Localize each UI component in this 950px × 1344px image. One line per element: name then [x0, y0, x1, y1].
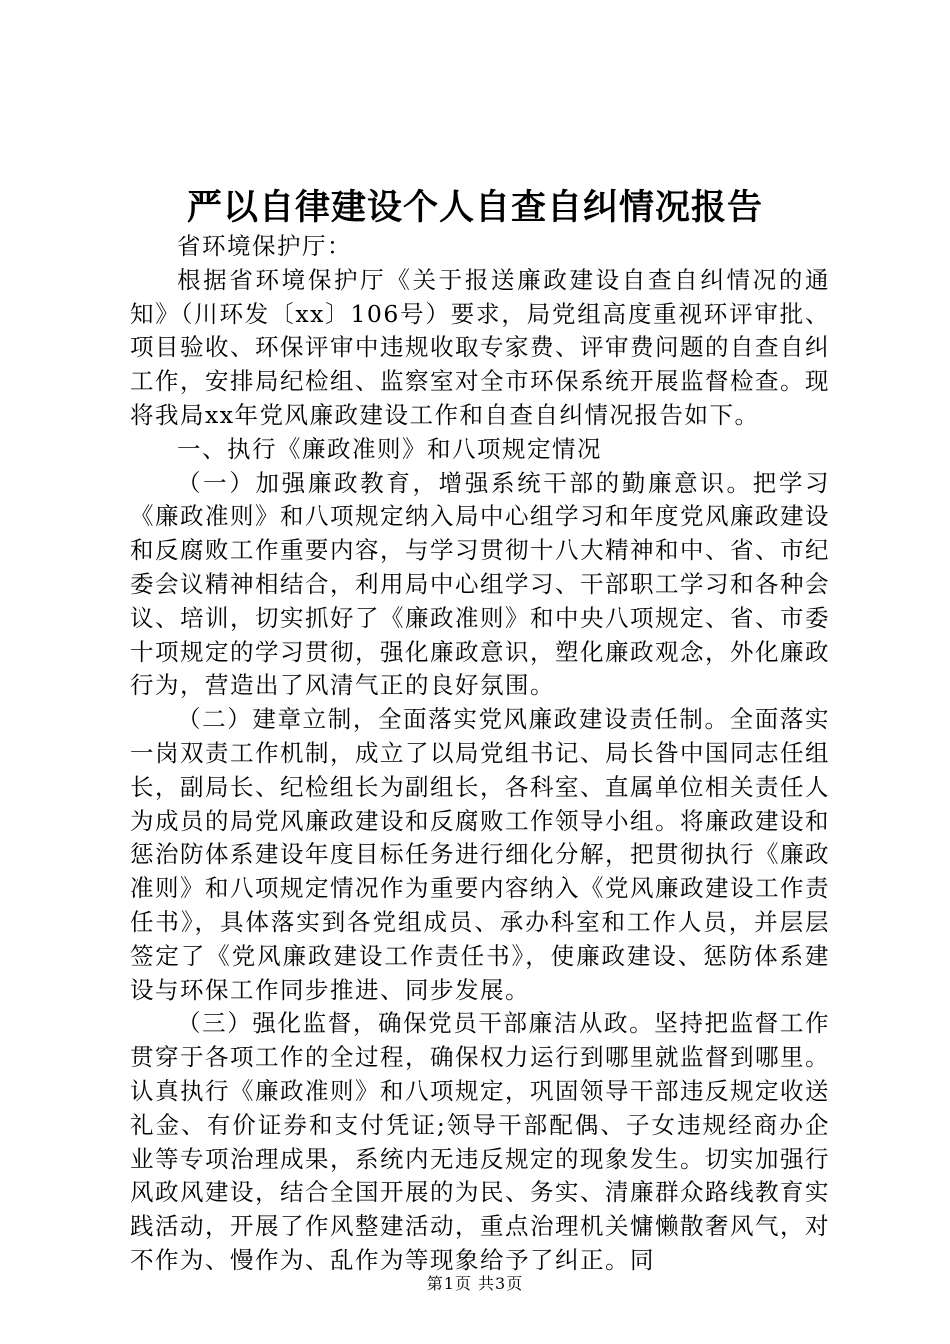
salutation: 省环境保护厅：: [177, 232, 352, 260]
page-footer: 第1页 共3页: [426, 1274, 524, 1293]
document-title: 严以自律建设个人自查自纠情况报告: [186, 187, 763, 228]
paragraph-3: （三）强化监督，确保党员干部廉洁从政。坚持把监督工作贯穿于各项工作的全过程，确保权力运行到哪里就监督到哪里。认真执行《廉政准则》和八项规定，巩固领导干部违反规定收送礼金、有价证券和支付凭证;领导干部配偶、子女违规经商办企业等专项治理成果，系统内无违反规定的现象发生。切实加强行风政风建设，结合全国开展的为民、务实、清廉群众路线教育实践活动，开展了作风整建活动，重点治理机关慵懒散奢风气，对不作为、慢作为、乱作为等现象给予了纠正。同: [130, 1009, 830, 1274]
paragraph-2: （二）建章立制，全面落实党风廉政建设责任制。全面落实一岗双责工作机制，成立了以局党组书记、局长昝中国同志任组长，副局长、纪检组长为副组长，各科室、直属单位相关责任人为成员的局党风廉政建设和反腐败工作领导小组。将廉政建设和惩治防体系建设年度目标任务进行细化分解，把贯彻执行《廉政准则》和八项规定情况作为重要内容纳入《党风廉政建设工作责任书》，具体落实到各党组成员、承办科室和工作人员，并层层签定了《党风廉政建设工作责任书》，使廉政建设、惩防体系建设与环保工作同步推进、同步发展。: [130, 705, 830, 1004]
document-body: [130, 230, 830, 1278]
section-heading-1: 一、执行《廉政准则》和八项规定情况: [177, 434, 602, 463]
paragraph-1: （一）加强廉政教育，增强系统干部的勤廉意识。把学习《廉政准则》和八项规定纳入局中心组学习和年度党风廉政建设和反腐败工作重要内容，与学习贯彻十八大精神和中、省、市纪委会议精神相结合，利用局中心组学习、干部职工学习和各种会议、培训，切实抓好了《廉政准则》和中央八项规定、省、市委十项规定的学习贯彻，强化廉政意识，塑化廉政观念，外化廉政行为，营造出了风清气正的良好氛围。: [130, 468, 830, 700]
paragraph-intro: 根据省环境保护厅《关于报送廉政建设自查自纠情况的通知》（川环发〔xx〕106号）要求，局党组高度重视环评审批、项目验收、环保评审中违规收取专家费、评审费问题的自查自纠工作，安排局纪检组、监察室对全市环保系统开展监督检查。现将我局xx年党风廉政建设工作和自查自纠情况报告如下。: [130, 265, 830, 429]
